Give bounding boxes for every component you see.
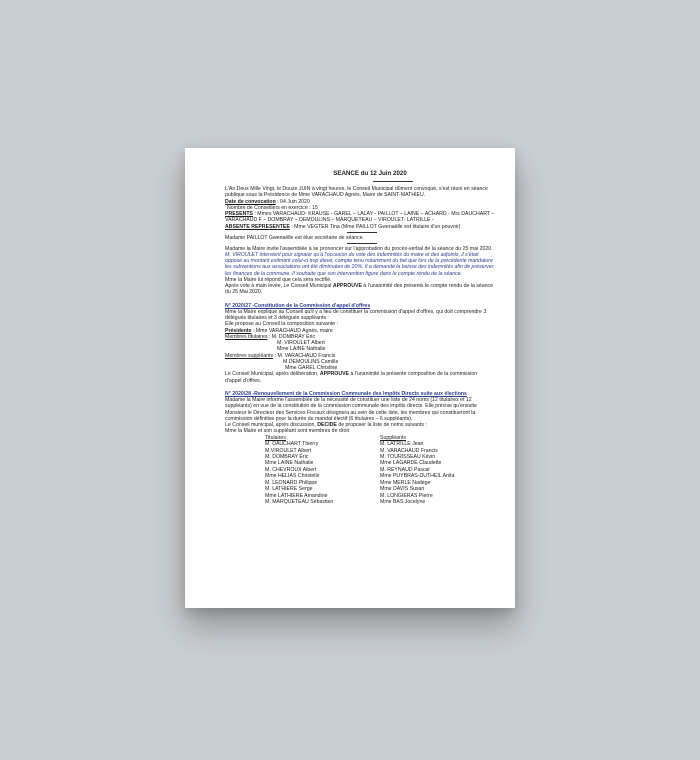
list-item: M. LONGIERAS Pierre [380,492,433,499]
absente-line [225,224,495,230]
titulaires-first: : M. DOMBRAY Éric [267,333,316,340]
list-item: M. REYNAUD Pascal [380,466,430,473]
presents-line [225,211,495,224]
list-item: Mme BAS Jocelyne [380,499,426,506]
section-title-2020-27: N° 2020/27 -Constitution de la Commission d'appel d'offres [225,302,371,309]
list-item: M. DOMBRAY Éric [265,454,309,460]
convocation-label: Date de convocation [225,198,276,205]
vote-post: à l'unanimité des présents le compte rendu de la séance du 25 Mai 2020. [225,283,494,296]
titulaires-label: Membres titulaires [225,333,268,340]
titulaire-member: M. VIROULET Albert [277,340,325,347]
list-item: Mme DAVIS Susan [380,486,425,493]
suppleant-member: Mme GAREL Christine [285,365,338,372]
absente-label: ABSENTE REPRESENTEE [225,223,290,230]
page-title: SEANCE du 12 Juin 2020 [333,170,407,177]
document-page [185,148,515,608]
secretaire-line: Madame PAILLOT Gwenaëlle est élue secrétaire de séance. [225,234,365,241]
suppleants-header: Suppléants [380,434,406,441]
list-item: M. CHEVROUX Albert [265,466,317,473]
conseillers-line: Nombre de Conseillers en exercice : 15 [227,204,318,211]
pv-invite-paragraph: Madame la Maire invite l'assemblée à se prononcer sur l'approbation du procès-verbal de la séance du 25 mai 2020. [225,245,493,252]
list-item: Mme PUYBRAS-DUTHEIL Anita [380,473,455,480]
list-item: M. LATRILLE Jean [380,441,424,448]
viroulet-remark: M. VIROULET intervient pour signaler qu'à l'occasion du vote des indemnités du maire et des adjoints, il s'était opposé au montant estimant celui-ci trop élevé, compte tenu notamment du fait que lors de la précédente mandature les subventions aux associations ont été diminuées de 20%. Il a demandé la baisse des indemnités afin de préserver les finances de la commune. Il souhaite que son intervention figure dans le compte rendu de la séance. [225,251,494,277]
titulaires-column [265,435,380,506]
cid-lists [225,435,495,506]
s1-vote-bold: APPROUVE [319,371,349,378]
s1-text1: Mme la Maire explique au Conseil qu'il y a lieu de constituer la commission d'appel d'offres, qui doit comprendre 3 délégués titulaires et 3 délégués suppléants : [225,308,487,322]
list-item: M. TOURISSEAU Kévin [380,454,436,460]
list-item: M. VARACHAUD Francis [380,447,438,454]
titulaires-header: Titulaires [265,434,286,441]
divider [373,181,413,182]
list-item: M. MARQUETEAU Sébastien [265,499,334,506]
vote-paragraph [225,283,495,296]
list-item: Mme HELIAS Christelle [265,473,320,480]
titulaire-member: Mme LAINE Nathalie [277,346,326,353]
suppleant-member: M.DEMOULINS Camille [283,358,339,365]
list-item: M. DAUCHART Thierry [265,441,319,448]
s1-vote-paragraph [225,371,495,384]
presidente-label: Présidente [225,327,252,334]
s1-vote-pre: Le Conseil Municipal, après délibération, [225,371,320,378]
intro-paragraph: L'An Deux Mille Vingt, le Douze JUIN à vingt heures, le Conseil Municipal dûment convoqué, s'est réuni en séance publique sous la Présidence de Mme VARACHAUD Agnès, Maire de SAINT-MATHIEU. [225,186,488,199]
divider [347,232,377,233]
section-title-2020-28: N° 2020/28 -Renouvellement de la Commission Communale des Impôts Directs suite aux élections [225,390,467,397]
list-item: Mme MERLE Nadège [380,479,431,486]
list-item: M. LEONARD Philippe [265,479,318,486]
list-item: Mme LAINE Nathalie [265,460,314,467]
absente-value: : Mme VEGTER Tina (Mme PAILLOT Gwenaëlle est titulaire d'un pouvoir) [289,223,461,230]
suppleants-first: : M. VARACHAUD Francis [273,352,336,359]
divider [347,243,377,244]
list-item: M.VIROULET Albert [265,447,312,454]
reply-line: Mme la Maire lui répond que cela sera rectifié. [225,276,332,283]
s1-text2: Elle propose au Conseil la composition suivante : [225,321,339,328]
suppleants-label: Membres suppléants [225,352,274,359]
list-item: Mme LAGARDE Claudette [380,460,442,467]
s2-decide-pre: Le Conseil municipal, après discussion, [225,422,318,429]
vote-pre: Après vote à main levée, Le Conseil Municipal [225,283,333,290]
presents-value: : Mmes VARACHAUD- KRAUSE - GAREL – LALAY - PAILLOT – LAINE – ACHARD - Mrs DAUCHART – VARACHAUD F – DOMBRAY – DEMOULINS – MARQUETEAU – VIROULET- LATRILLE - [225,211,495,224]
convocation-value: : 04 Juin 2020 [275,198,310,205]
s1-vote-post: à l'unanimité la présente composition de la commission d'appel d'offres. [225,371,478,384]
s2-droit-line: Mme la Maire et son suppléant sont membres de droit [225,428,349,435]
presents-label: PRESENTS [225,211,253,218]
list-item: Mme LATHIERE Amandine [265,492,328,499]
vote-bold: APPROUVE [332,283,362,290]
presidente-value: : Mme VARACHAUD Agnès, maire [251,327,333,334]
suppleants-column [380,435,495,506]
s2-text: Madame la Maire informe l'assemblée de la nécessité de constituer une liste de 24 noms (12 titulaires et 12 suppléants) en vue de la constitution de la commission communale des impôts directs. Elle précise qu'ensuite Monsieur le Directeur des Services Fiscaux désignera au sein de cette liste, les membres qui constitueront la commission définitive pour la durée du mandat électif (6 titulaires – 6 suppléants). [225,397,477,422]
list-item: M. LATHIERE Serge [265,486,313,493]
s2-decide-bold: DECIDE [317,422,337,429]
s2-decide-post: de proposer la liste de noms suivants : [336,422,427,429]
